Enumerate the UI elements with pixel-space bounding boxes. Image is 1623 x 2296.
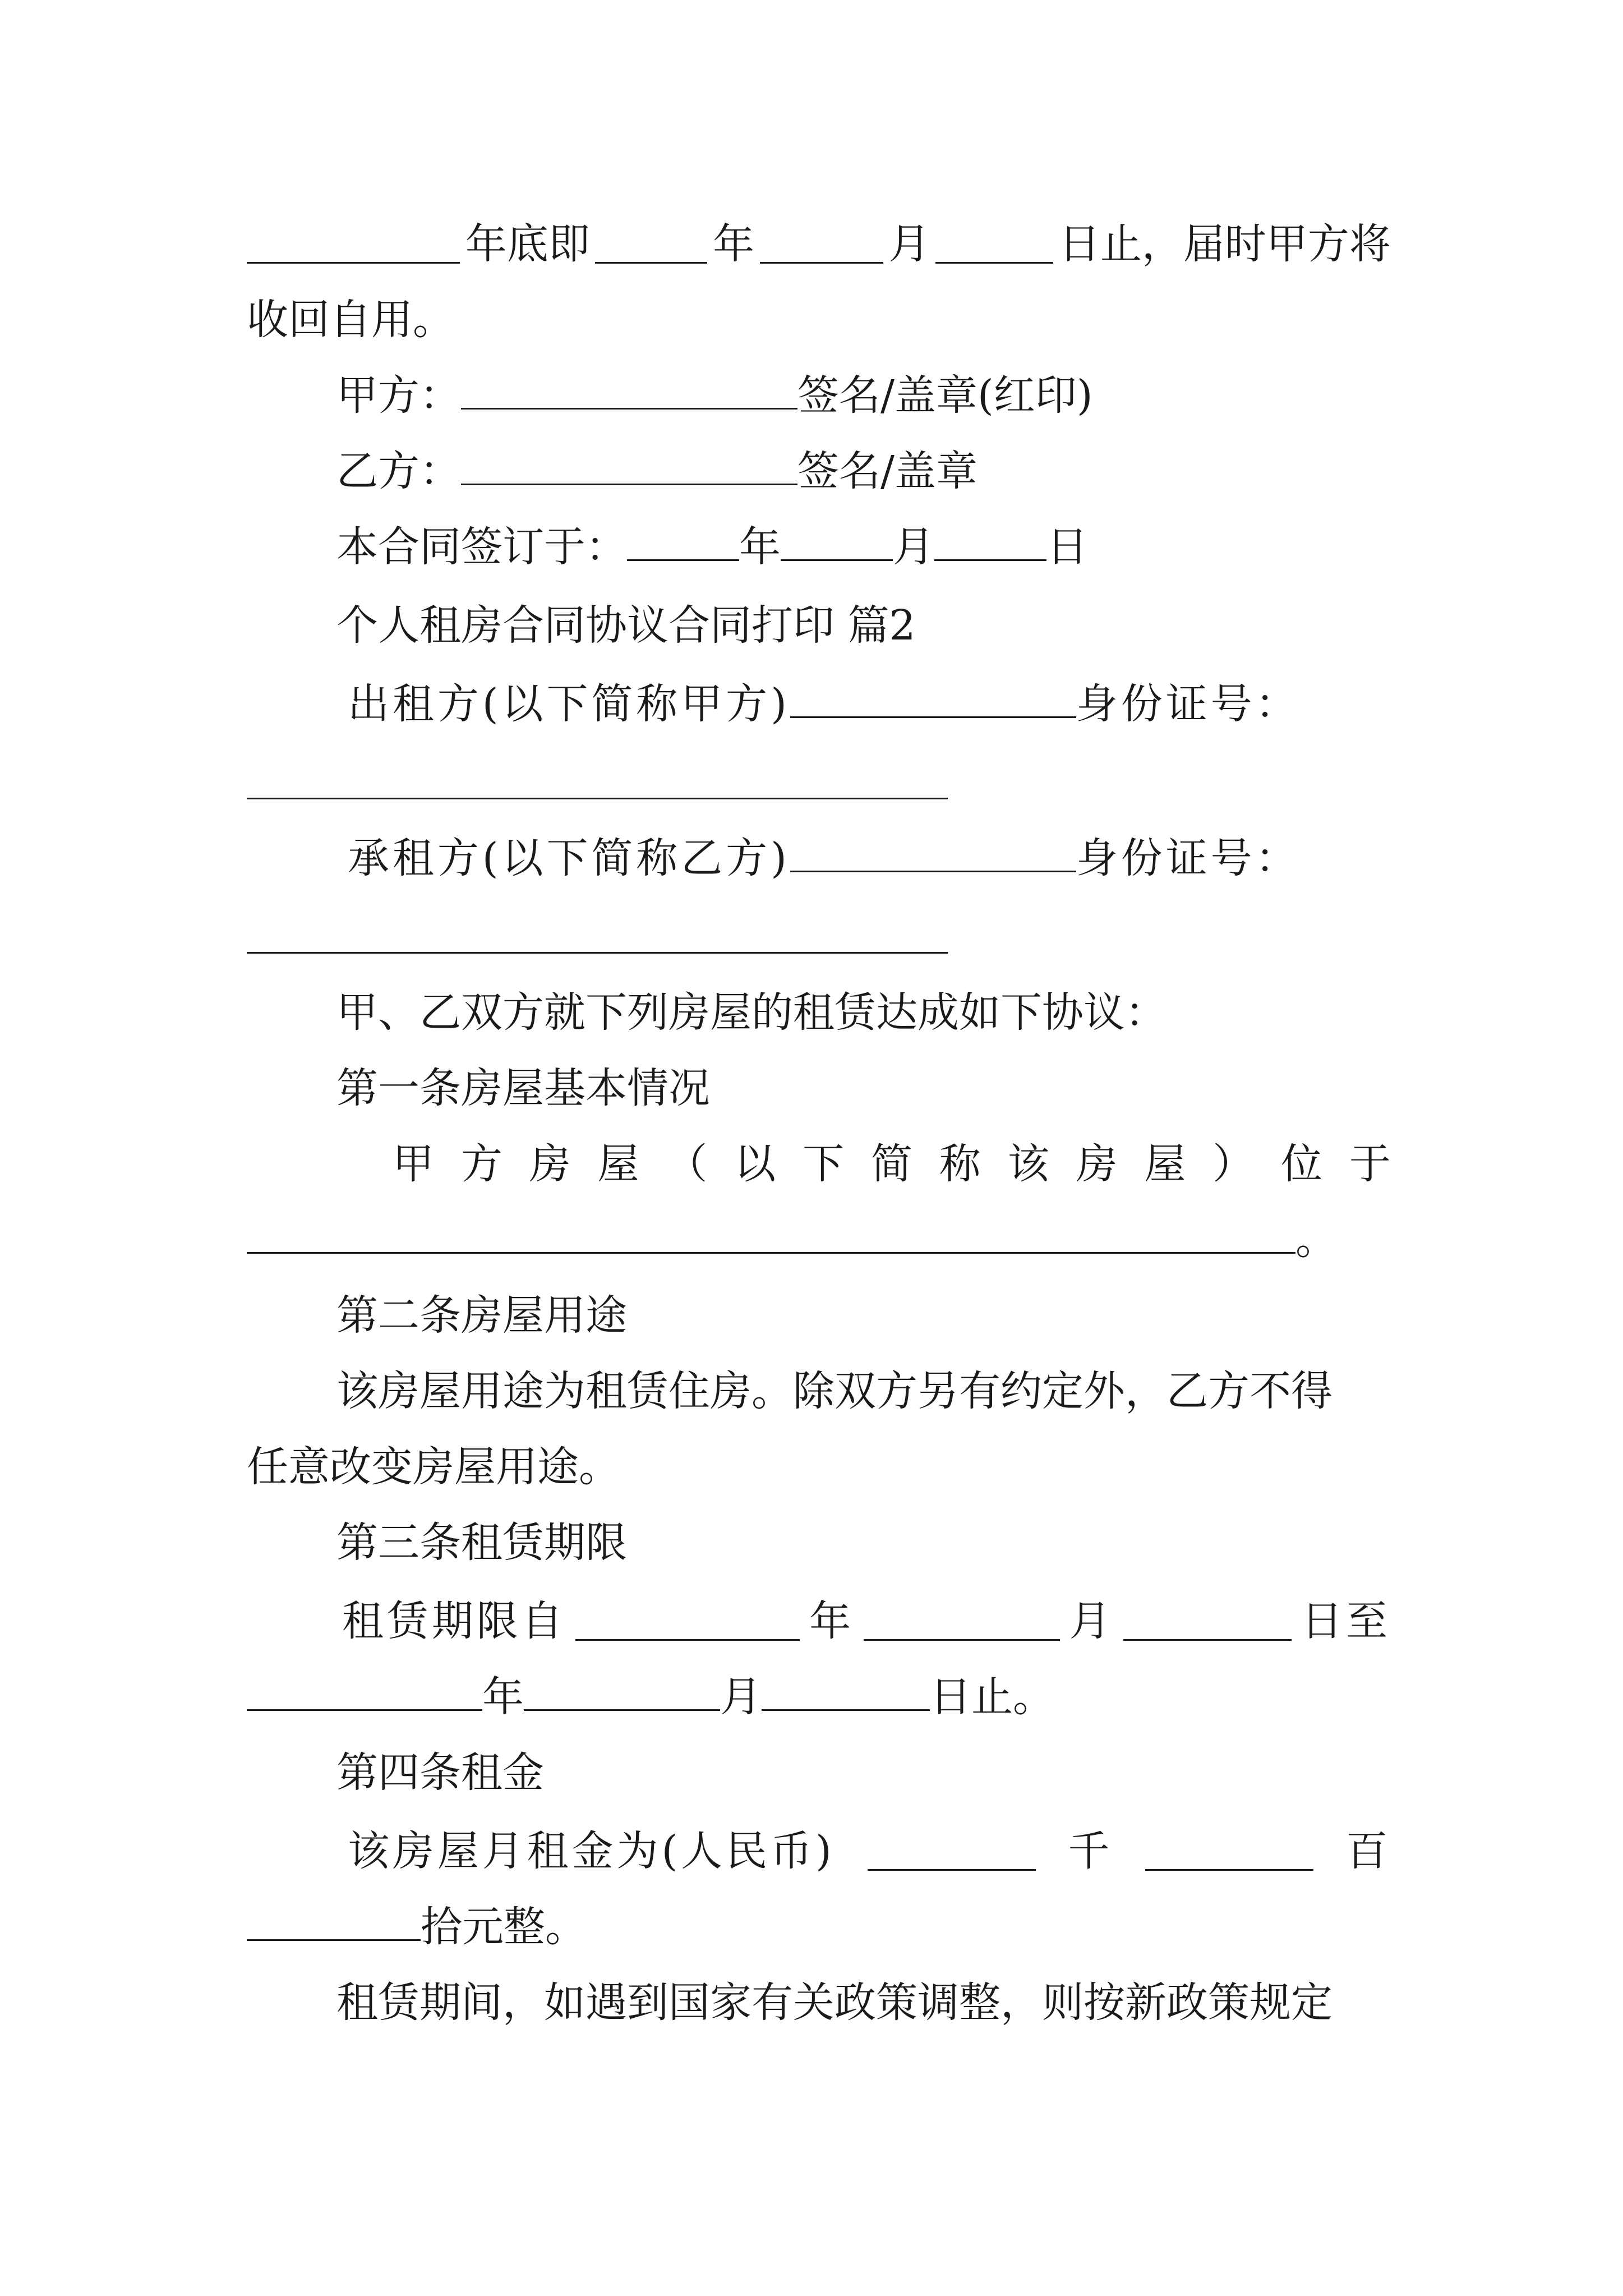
text-line-lessee (348, 825, 1391, 892)
spread-char: 位 (1280, 1140, 1322, 1188)
blank-field (461, 446, 797, 485)
text: 本合同签订于： (336, 523, 627, 571)
text-line-policy: 租赁期间，如遇到国家有关政策调整，则按新政策规定 (336, 1978, 1332, 2027)
spread-char: 方 (460, 1140, 502, 1188)
spread-char: 以 (734, 1140, 776, 1188)
spread-char: 房 (1076, 1140, 1118, 1188)
blank-field (868, 1832, 1036, 1871)
section-heading: 个人租房合同协议合同打印 篇2 (336, 601, 916, 650)
text: 身份证号： (1076, 680, 1301, 728)
spread-char: 称 (939, 1140, 981, 1188)
spread-char: 房 (529, 1140, 571, 1188)
blank-field (762, 1672, 930, 1711)
blank-field (781, 522, 893, 561)
spread-char: 下 (803, 1140, 845, 1188)
spread-char: （ (666, 1140, 708, 1188)
blank-field (1123, 1602, 1292, 1641)
text: 签名/盖章 (797, 447, 978, 495)
blank-field (524, 1672, 720, 1711)
article-2-heading: 第二条房屋用途 (336, 1291, 627, 1340)
text: 承租方(以下简称乙方) (348, 834, 790, 882)
text: 年底即 (465, 220, 590, 268)
text: 月 (888, 220, 930, 268)
text-line-location (393, 1130, 1391, 1198)
text-line-sign-date (336, 513, 1391, 581)
text-line-lease-term (342, 1588, 1391, 1655)
blank-field (247, 952, 948, 954)
text: 年 (739, 523, 781, 571)
text: 年 (482, 1673, 524, 1721)
blank-field (247, 798, 948, 799)
text: 租赁期限自 (342, 1597, 566, 1645)
text: 月 (1069, 1597, 1114, 1645)
text-line-usage-cont: 任意改变房屋用途。 (247, 1443, 620, 1491)
text: 该房屋月租金为(人民币) (348, 1827, 835, 1875)
text-line-2: 收回自用。 (247, 296, 454, 344)
blank-field (790, 679, 1076, 718)
text-line-party-a (336, 362, 1391, 429)
blank-field (247, 1214, 1295, 1254)
text: 日止。 (930, 1673, 1054, 1721)
text: 年 (713, 220, 755, 268)
text: 日止，届时甲方将 (1058, 220, 1391, 268)
text-line-lease-term-cont (247, 1663, 1391, 1731)
text-line-rent-cont (247, 1893, 1391, 1961)
blank-field (864, 1602, 1060, 1641)
blank-field (461, 370, 797, 409)
text-line-agreement: 甲、乙双方就下列房屋的租赁达成如下协议： (336, 988, 1166, 1037)
text-line-lessor (348, 670, 1391, 738)
text: 百 (1346, 1827, 1391, 1875)
blank-field (935, 224, 1053, 264)
spread-char: ） (1212, 1140, 1255, 1188)
text-line-location-blank (247, 1206, 1391, 1273)
text: 日至 (1301, 1597, 1391, 1645)
party-a-label: 甲方： (336, 371, 461, 420)
article-3-heading: 第三条租赁期限 (336, 1519, 627, 1567)
blank-field (247, 224, 460, 264)
spread-char: 简 (870, 1140, 912, 1188)
blank-field (595, 224, 707, 264)
spread-char: 屋 (1144, 1140, 1186, 1188)
spread-char: 于 (1349, 1140, 1391, 1188)
spread-char: 该 (1007, 1140, 1049, 1188)
blank-field (627, 522, 739, 561)
text-line-rent (348, 1818, 1391, 1885)
text: 日 (1046, 523, 1088, 571)
text: 签名/盖章(红印) (797, 371, 1093, 420)
blank-field (760, 224, 883, 264)
text: 拾元整。 (421, 1903, 587, 1951)
blank-field (247, 1672, 482, 1711)
blank-field (247, 1902, 421, 1941)
article-4-heading: 第四条租金 (336, 1749, 544, 1797)
text-line-usage: 该房屋用途为租赁住房。除双方另有约定外，乙方不得 (336, 1367, 1332, 1415)
spread-char: 甲 (393, 1140, 434, 1188)
text: 出租方(以下简称甲方) (348, 680, 790, 728)
article-1-heading: 第一条房屋基本情况 (336, 1064, 710, 1112)
text-line-party-b (336, 438, 1391, 505)
blank-field (790, 833, 1076, 872)
text: 月 (720, 1673, 762, 1721)
party-b-label: 乙方： (336, 447, 461, 495)
text: 年 (809, 1597, 855, 1645)
blank-field (934, 522, 1046, 561)
text: 千 (1068, 1827, 1113, 1875)
blank-field (1145, 1832, 1313, 1871)
text: 身份证号： (1076, 834, 1301, 882)
text: 。 (1295, 1216, 1337, 1264)
text: 月 (893, 523, 934, 571)
text-line-1 (247, 210, 1391, 278)
spread-char: 屋 (597, 1140, 639, 1188)
blank-field (575, 1602, 800, 1641)
